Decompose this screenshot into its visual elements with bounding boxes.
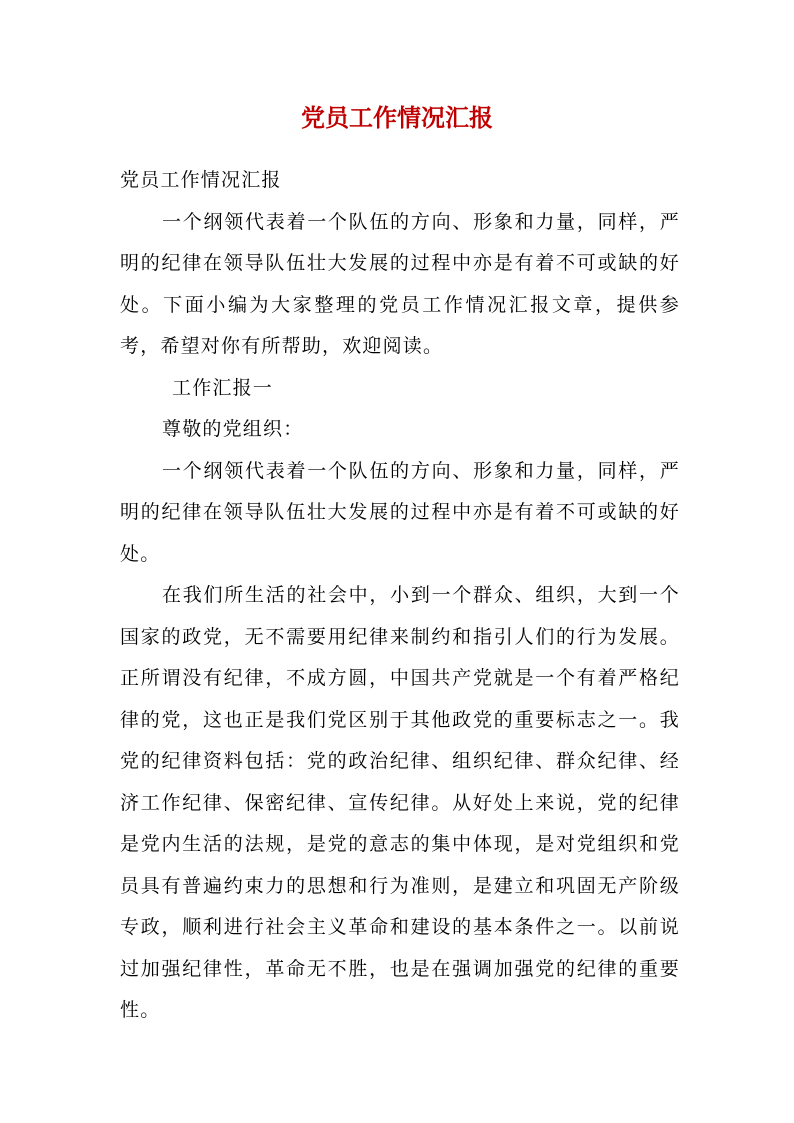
document-body: [120, 160, 680, 1032]
subtitle-paragraph: 党员工作情况汇报: [120, 169, 282, 191]
body-paragraph-2: 在我们所生活的社会中，小到一个群众、组织，大到一个国家的政党，无不需要用纪律来制约和指引人们的行为发展。正所谓没有纪律，不成方圆，中国共产党就是一个有着严格纪律的党，这也正是我们党区别于其他政党的重要标志之一。我党的纪律资料包括：党的政治纪律、组织纪律、群众纪律、经济工作纪律、保密纪律、宣传纪律。从好处上来说，党的纪律是党内生活的法规，是党的意志的集中体现，是对党组织和党员具有普遍约束力的思想和行为准则，是建立和巩固无产阶级专政，顺利进行社会主义革命和建设的基本条件之一。以前说过加强纪律性，革命无不胜，也是在强调加强党的纪律的重要性。: [120, 584, 680, 1021]
section-heading: 工作汇报一: [172, 376, 274, 399]
document-title: 党员工作情况汇报: [301, 103, 493, 132]
salutation: 尊敬的党组织：: [162, 418, 304, 440]
body-paragraph-1: 一个纲领代表着一个队伍的方向、形象和力量，同样，严明的纪律在领导队伍壮大发展的过程中亦是有着不可或缺的好处。: [120, 459, 680, 565]
intro-paragraph: 一个纲领代表着一个队伍的方向、形象和力量，同样，严明的纪律在领导队伍壮大发展的过程中亦是有着不可或缺的好处。下面小编为大家整理的党员工作情况汇报文章，提供参考，希望对你有所帮助，欢迎阅读。: [120, 210, 680, 357]
